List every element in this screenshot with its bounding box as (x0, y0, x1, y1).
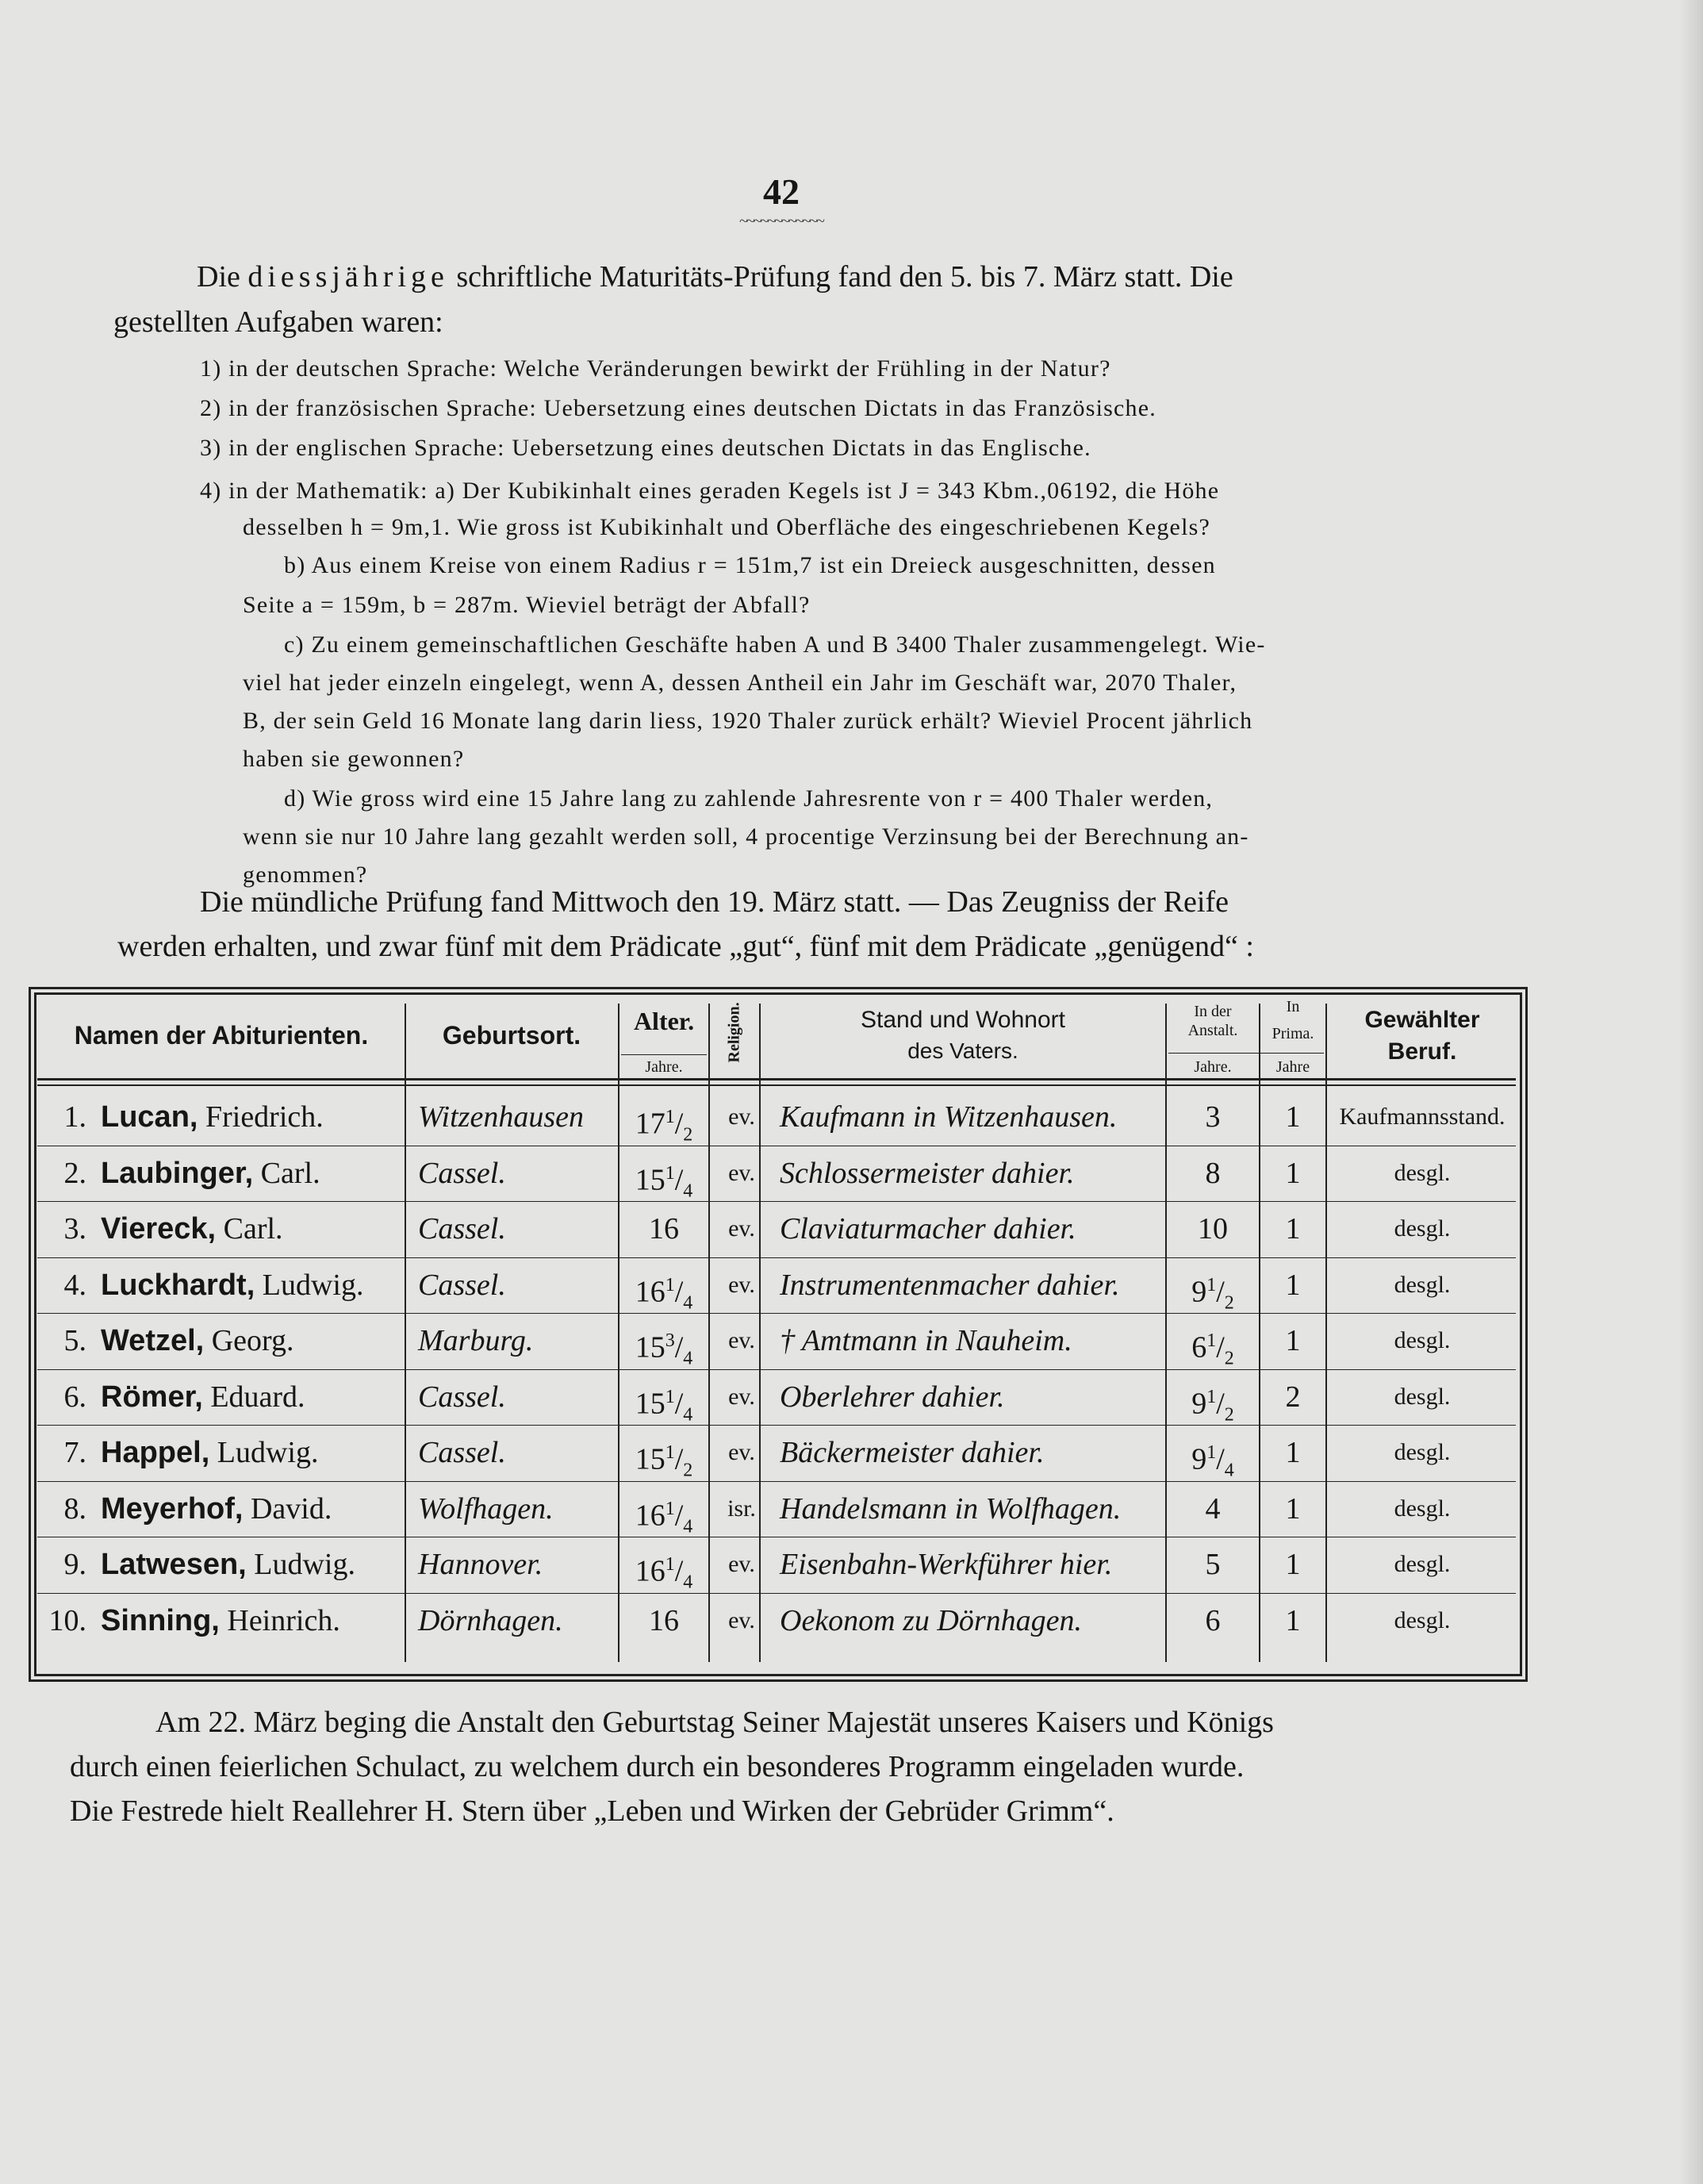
alter-numerator: 1 (665, 1274, 675, 1295)
alter-denominator: 4 (683, 1348, 693, 1369)
table-cell-alter: $15^3/_4$ (635, 1330, 693, 1369)
table-cell-beruf: desgl. (1394, 1271, 1451, 1298)
table-cell-stand: Bäckermeister dahier. (780, 1436, 1045, 1469)
row-firstname: Friedrich. (205, 1100, 324, 1134)
table-cell-name (39, 1201, 402, 1257)
col-divider (708, 1004, 710, 1662)
table-cell-prima: 1 (1285, 1324, 1301, 1357)
row-firstname: Ludwig. (254, 1548, 355, 1581)
anstalt-denominator: 2 (1224, 1348, 1234, 1369)
table-cell-geburtsort: Cassel. (418, 1268, 506, 1302)
table-cell-prima: 1 (1285, 1268, 1301, 1302)
task-line: 4) in der Mathematik: a) Der Kubikinhalt eines geraden Kegels ist J = 343 Kbm.,06192, die Höhe (200, 478, 1220, 504)
table-cell-name (39, 1425, 402, 1480)
table-cell-name (39, 1146, 402, 1201)
alter-whole: 15 (635, 1387, 665, 1421)
table-cell-stand: Kaufmann in Witzenhausen. (780, 1100, 1118, 1134)
table-cell-name (39, 1369, 402, 1425)
anstalt-whole: 6 (1191, 1330, 1207, 1365)
task-line: genommen? (243, 862, 368, 888)
row-surname: Lucan, (101, 1100, 198, 1134)
table-cell-alter: $15^1/_2$ (635, 1442, 693, 1481)
table-cell-religion: ev. (728, 1159, 755, 1186)
table-cell-name (39, 1481, 402, 1537)
table-cell-prima: 1 (1285, 1603, 1301, 1637)
row-surname: Viereck, (101, 1212, 217, 1246)
table-cell-beruf: desgl. (1394, 1383, 1451, 1410)
row-number: 9. (63, 1548, 86, 1581)
table-cell-alter (619, 1201, 708, 1257)
task-line: Seite a = 159m, b = 287m. Wieviel beträgt der Abfall? (243, 592, 811, 618)
closing-line-3: Die Festrede hielt Reallehrer H. Stern über „Leben und Wirken der Gebrüder Grimm“. (70, 1794, 1114, 1828)
col-divider (405, 1004, 406, 1662)
table-cell-anstalt: $9^1/_2$ (1191, 1386, 1234, 1425)
table-cell-stand: Schlossermeister dahier. (780, 1156, 1075, 1190)
header-prima-2: Prima. (1271, 1025, 1314, 1042)
alter-numerator: 1 (665, 1554, 675, 1575)
table-cell-name (39, 1593, 402, 1649)
task-line: desselben h = 9m,1. Wie gross ist Kubikinhalt und Oberfläche des eingeschriebenen Kegels? (243, 514, 1210, 540)
alter-whole: 16 (635, 1554, 665, 1588)
oral-line-1: Die mündliche Prüfung fand Mittwoch den 19. März statt. — Das Zeugniss der Reife (200, 885, 1229, 919)
row-number: 7. (63, 1436, 86, 1469)
table-cell-geburtsort: Witzenhausen (418, 1100, 584, 1134)
table-cell-prima: 1 (1285, 1436, 1301, 1469)
header-alter: Alter. (633, 1007, 695, 1035)
table-cell-stand: Oberlehrer dahier. (780, 1380, 1005, 1414)
row-number: 2. (63, 1156, 86, 1190)
alter-numerator: 1 (665, 1386, 675, 1407)
row-number: 10. (48, 1603, 86, 1637)
alter-numerator: 1 (665, 1442, 675, 1463)
table-cell-geburtsort: Cassel. (418, 1156, 506, 1190)
table-cell-religion: ev. (728, 1383, 755, 1410)
table-cell-religion: isr. (727, 1495, 756, 1522)
task-line: c) Zu einem gemeinschaftlichen Geschäfte haben A und B 3400 Thaler zusammengelegt. Wie- (284, 631, 1266, 658)
table-cell-prima: 1 (1285, 1548, 1301, 1581)
table-cell-religion: ev. (728, 1215, 755, 1242)
header-anstalt-1: In der (1194, 1003, 1232, 1020)
table-cell-alter: $16^1/_4$ (635, 1554, 693, 1593)
anstalt-denominator: 2 (1224, 1292, 1234, 1313)
table-cell-beruf: desgl. (1394, 1159, 1451, 1186)
anstalt-whole: 8 (1205, 1156, 1221, 1190)
anstalt-numerator: 1 (1206, 1386, 1217, 1407)
intro-line-1: Die diessjährige schriftliche Maturitäts-Prüfung fand den 5. bis 7. März statt. Die (197, 260, 1233, 294)
task-line: wenn sie nur 10 Jahre lang gezahlt werden soll, 4 procentige Verzinsung bei der Berechnung an- (243, 823, 1249, 850)
page-number: 42 (763, 171, 800, 212)
table-cell-anstalt: $6^1/_2$ (1191, 1330, 1234, 1369)
table-cell-religion: ev. (728, 1271, 755, 1298)
table-cell-religion: ev. (728, 1439, 755, 1465)
table-cell-beruf: desgl. (1394, 1495, 1451, 1522)
row-surname: Sinning, (101, 1603, 220, 1637)
alter-whole: 16 (635, 1499, 665, 1533)
anstalt-numerator: 1 (1206, 1274, 1217, 1295)
table-cell-prima: 1 (1285, 1100, 1301, 1134)
anstalt-whole: 3 (1205, 1100, 1221, 1134)
task-line: 3) in der englischen Sprache: Uebersetzung eines deutschen Dictats in das Englische. (200, 435, 1091, 461)
alter-denominator: 2 (683, 1460, 693, 1481)
alter-numerator: 1 (665, 1107, 675, 1127)
table-cell-religion: ev. (728, 1104, 755, 1130)
table-cell-stand: Oekonom zu Dörnhagen. (780, 1603, 1083, 1637)
table-cell-anstalt (1167, 1201, 1259, 1257)
row-surname: Latwesen, (101, 1548, 247, 1581)
table-cell-stand: † Amtmann in Nauheim. (780, 1324, 1072, 1357)
row-surname: Meyerhof, (101, 1491, 244, 1526)
row-firstname: Heinrich. (227, 1603, 340, 1637)
table-cell-beruf: desgl. (1394, 1215, 1451, 1242)
table-cell-stand: Claviaturmacher dahier. (780, 1212, 1076, 1246)
row-number: 4. (63, 1268, 86, 1302)
anstalt-denominator: 4 (1224, 1460, 1234, 1481)
header-stand-1: Stand und Wohnort (861, 1007, 1065, 1033)
header-prima-3: Jahre (1275, 1058, 1310, 1076)
table-cell-beruf: desgl. (1394, 1606, 1451, 1633)
task-line: B, der sein Geld 16 Monate lang darin liess, 1920 Thaler zurück erhält? Wieviel Procent jährlich (243, 708, 1253, 734)
table-cell-geburtsort: Wolfhagen. (418, 1491, 554, 1526)
row-firstname: Carl. (223, 1212, 283, 1246)
table-cell-beruf: Kaufmannsstand. (1339, 1104, 1505, 1130)
table-cell-stand: Handelsmann in Wolfhagen. (780, 1491, 1122, 1526)
row-firstname: David. (250, 1491, 332, 1526)
alter-whole: 16 (649, 1603, 679, 1637)
alter-numerator: 1 (665, 1498, 675, 1519)
table-cell-name (39, 1313, 402, 1368)
task-line: viel hat jeder einzeln eingelegt, wenn A, dessen Antheil ein Jahr im Geschäft war, 2070 Thaler, (243, 670, 1237, 696)
row-firstname: Eduard. (210, 1380, 305, 1414)
table-cell-beruf: desgl. (1394, 1439, 1451, 1465)
header-alter-jahre: Jahre. (645, 1058, 683, 1076)
table-cell-beruf: desgl. (1394, 1551, 1451, 1577)
row-firstname: Ludwig. (217, 1436, 319, 1469)
header-stand-2: des Vaters. (907, 1038, 1018, 1063)
table-cell-anstalt (1167, 1481, 1259, 1537)
table-cell-geburtsort: Marburg. (418, 1324, 534, 1357)
header-rule (37, 1078, 1516, 1080)
table-cell-religion: ev. (728, 1606, 755, 1633)
alter-denominator: 4 (683, 1515, 693, 1537)
header-subrule (1168, 1053, 1324, 1054)
alter-whole: 16 (649, 1212, 679, 1246)
alter-denominator: 4 (683, 1180, 693, 1201)
alter-denominator: 2 (683, 1124, 693, 1146)
ornament-rule: ~~~~~~~~~~~~ (739, 213, 823, 230)
row-surname: Laubinger, (101, 1156, 254, 1190)
table-cell-geburtsort: Dörnhagen. (418, 1603, 563, 1637)
table-cell-anstalt: $9^1/_2$ (1191, 1274, 1234, 1313)
row-number: 6. (63, 1380, 86, 1414)
header-geburtsort: Geburtsort. (442, 1021, 581, 1050)
table-cell-prima: 2 (1285, 1380, 1301, 1414)
anstalt-whole: 6 (1205, 1603, 1221, 1637)
table-cell-prima: 1 (1285, 1156, 1301, 1190)
anstalt-whole: 9 (1191, 1275, 1207, 1309)
table-cell-geburtsort: Cassel. (418, 1380, 506, 1414)
intro-line-2: gestellten Aufgaben waren: (113, 305, 443, 339)
table-cell-alter: $15^1/_4$ (635, 1386, 693, 1425)
header-prima-1: In (1286, 998, 1300, 1015)
table-cell-stand: Eisenbahn-Werkführer hier. (780, 1548, 1113, 1581)
task-line: haben sie gewonnen? (243, 746, 465, 772)
table-cell-geburtsort: Cassel. (418, 1436, 506, 1469)
closing-line-2: durch einen feierlichen Schulact, zu welchem durch ein besonderes Programm eingeladen wurde. (70, 1750, 1245, 1783)
page-edge-shadow (1679, 0, 1703, 2184)
header-subrule (621, 1054, 707, 1055)
anstalt-numerator: 1 (1206, 1330, 1217, 1351)
task-line: 2) in der französischen Sprache: Uebersetzung eines deutschen Dictats in das Französische. (200, 395, 1156, 421)
anstalt-whole: 9 (1191, 1387, 1207, 1421)
task-line: 1) in der deutschen Sprache: Welche Veränderungen bewirkt der Frühling in der Natur? (200, 355, 1111, 382)
table-cell-anstalt (1167, 1537, 1259, 1592)
task-line: b) Aus einem Kreise von einem Radius r = 151m,7 ist ein Dreieck ausgeschnitten, dessen (284, 552, 1216, 578)
closing-line-1: Am 22. März beging die Anstalt den Geburtstag Seiner Majestät unseres Kaisers und Königs (155, 1706, 1274, 1739)
row-number: 1. (63, 1100, 86, 1134)
table-cell-anstalt (1167, 1146, 1259, 1201)
table-cell-name (39, 1537, 402, 1592)
header-namen: Namen der Abiturienten. (74, 1021, 369, 1050)
alter-numerator: 1 (665, 1162, 675, 1184)
alter-denominator: 4 (683, 1292, 693, 1313)
table-cell-alter (619, 1593, 708, 1649)
header-religion: Religion. (725, 1002, 743, 1063)
alter-denominator: 4 (683, 1403, 693, 1425)
table-cell-alter: $17^1/_2$ (635, 1107, 693, 1146)
oral-line-2: werden erhalten, und zwar fünf mit dem Prädicate „gut“, fünf mit dem Prädicate „genügend“ : (117, 930, 1254, 963)
header-rule (37, 1084, 1516, 1086)
table-cell-geburtsort: Cassel. (418, 1212, 506, 1246)
header-beruf-2: Beruf. (1387, 1038, 1457, 1065)
table-cell-alter: $15^1/_4$ (635, 1162, 693, 1201)
table-cell-anstalt (1167, 1593, 1259, 1649)
row-surname: Wetzel, (101, 1324, 205, 1357)
table-cell-beruf: desgl. (1394, 1327, 1451, 1353)
row-number: 8. (63, 1491, 86, 1526)
alter-whole: 15 (635, 1330, 665, 1365)
col-divider (759, 1004, 761, 1662)
table-cell-name (39, 1089, 402, 1145)
anstalt-numerator: 1 (1206, 1442, 1217, 1463)
row-firstname: Carl. (260, 1156, 320, 1190)
anstalt-whole: 9 (1191, 1442, 1207, 1476)
anstalt-whole: 5 (1205, 1548, 1221, 1581)
header-anstalt-2: Anstalt. (1187, 1022, 1238, 1039)
abiturienten-table (29, 987, 1528, 1682)
table-cell-name (39, 1257, 402, 1313)
table-cell-religion: ev. (728, 1551, 755, 1577)
table-cell-anstalt: $9^1/_4$ (1191, 1442, 1234, 1481)
row-firstname: Georg. (211, 1324, 294, 1357)
row-surname: Römer, (101, 1380, 203, 1414)
row-surname: Happel, (101, 1436, 210, 1469)
header-beruf-1: Gewählter (1364, 1007, 1480, 1033)
row-surname: Luckhardt, (101, 1268, 255, 1302)
row-number: 5. (63, 1324, 86, 1357)
table-cell-anstalt (1167, 1089, 1259, 1145)
table-cell-religion: ev. (728, 1327, 755, 1353)
table-cell-alter: $16^1/_4$ (635, 1498, 693, 1537)
table-cell-prima: 1 (1285, 1212, 1301, 1246)
table-cell-geburtsort: Hannover. (418, 1548, 543, 1581)
anstalt-whole: 10 (1198, 1212, 1228, 1246)
alter-whole: 16 (635, 1275, 665, 1309)
table-cell-alter: $16^1/_4$ (635, 1274, 693, 1313)
alter-numerator: 3 (665, 1330, 675, 1351)
header-anstalt-3: Jahre. (1194, 1058, 1232, 1076)
table-cell-prima: 1 (1285, 1491, 1301, 1526)
alter-denominator: 4 (683, 1572, 693, 1593)
table-cell-stand: Instrumentenmacher dahier. (780, 1268, 1120, 1302)
row-number: 3. (63, 1212, 86, 1246)
alter-whole: 17 (635, 1107, 665, 1141)
row-firstname: Ludwig. (262, 1268, 364, 1302)
task-line: d) Wie gross wird eine 15 Jahre lang zu zahlende Jahresrente von r = 400 Thaler werden, (284, 785, 1214, 812)
anstalt-whole: 4 (1205, 1491, 1221, 1526)
anstalt-denominator: 2 (1224, 1403, 1234, 1425)
alter-whole: 15 (635, 1163, 665, 1197)
alter-whole: 15 (635, 1442, 665, 1476)
